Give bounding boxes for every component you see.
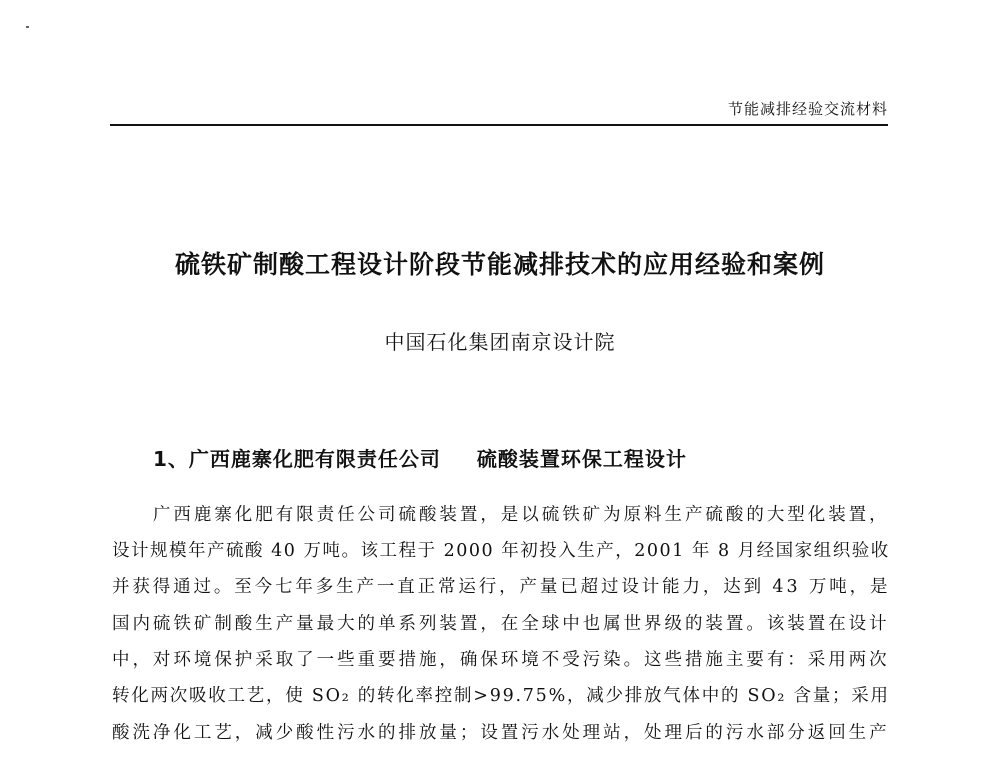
paragraph-line: 中，对环境保护采取了一些重要措施，确保环境不受污染。这些措施主要有：采用两次	[112, 650, 890, 670]
section-subject: 硫酸装置环保工程设计	[476, 447, 687, 471]
running-header: 节能减排经验交流材料	[727, 100, 888, 118]
section-heading-1	[153, 443, 687, 472]
paragraph-line: 设计规模年产硫酸 40 万吨。该工程于 2000 年初投入生产，2001 年 8 月经国家组织验收	[112, 541, 890, 561]
paragraph-line: 国内硫铁矿制酸生产量最大的单系列装置，在全球中也属世界级的装置。该装置在设计	[112, 614, 890, 634]
paragraph-line: 广西鹿寨化肥有限责任公司硫酸装置，是以硫铁矿为原料生产硫酸的大型化装置，	[112, 505, 890, 525]
paragraph-line: 转化两次吸收工艺，使 SO₂ 的转化率控制>99.75%，减少排放气体中的 SO₂ 含量；采用	[112, 686, 890, 706]
section-company: 广西鹿寨化肥有限责任公司	[188, 447, 441, 471]
header-rule	[110, 124, 888, 126]
author-institution: 中国石化集团南京设计院	[384, 330, 616, 354]
scan-speck	[26, 26, 29, 28]
paragraph-line: 酸洗净化工艺，减少酸性污水的排放量；设置污水处理站，处理后的污水部分返回生产	[112, 723, 890, 743]
paragraph-line: 并获得通过。至今七年多生产一直正常运行，产量已超过设计能力，达到 43 万吨，是	[112, 577, 891, 597]
section-number: 1、	[153, 447, 189, 471]
document-title: 硫铁矿制酸工程设计阶段节能减排技术的应用经验和案例	[174, 250, 825, 279]
